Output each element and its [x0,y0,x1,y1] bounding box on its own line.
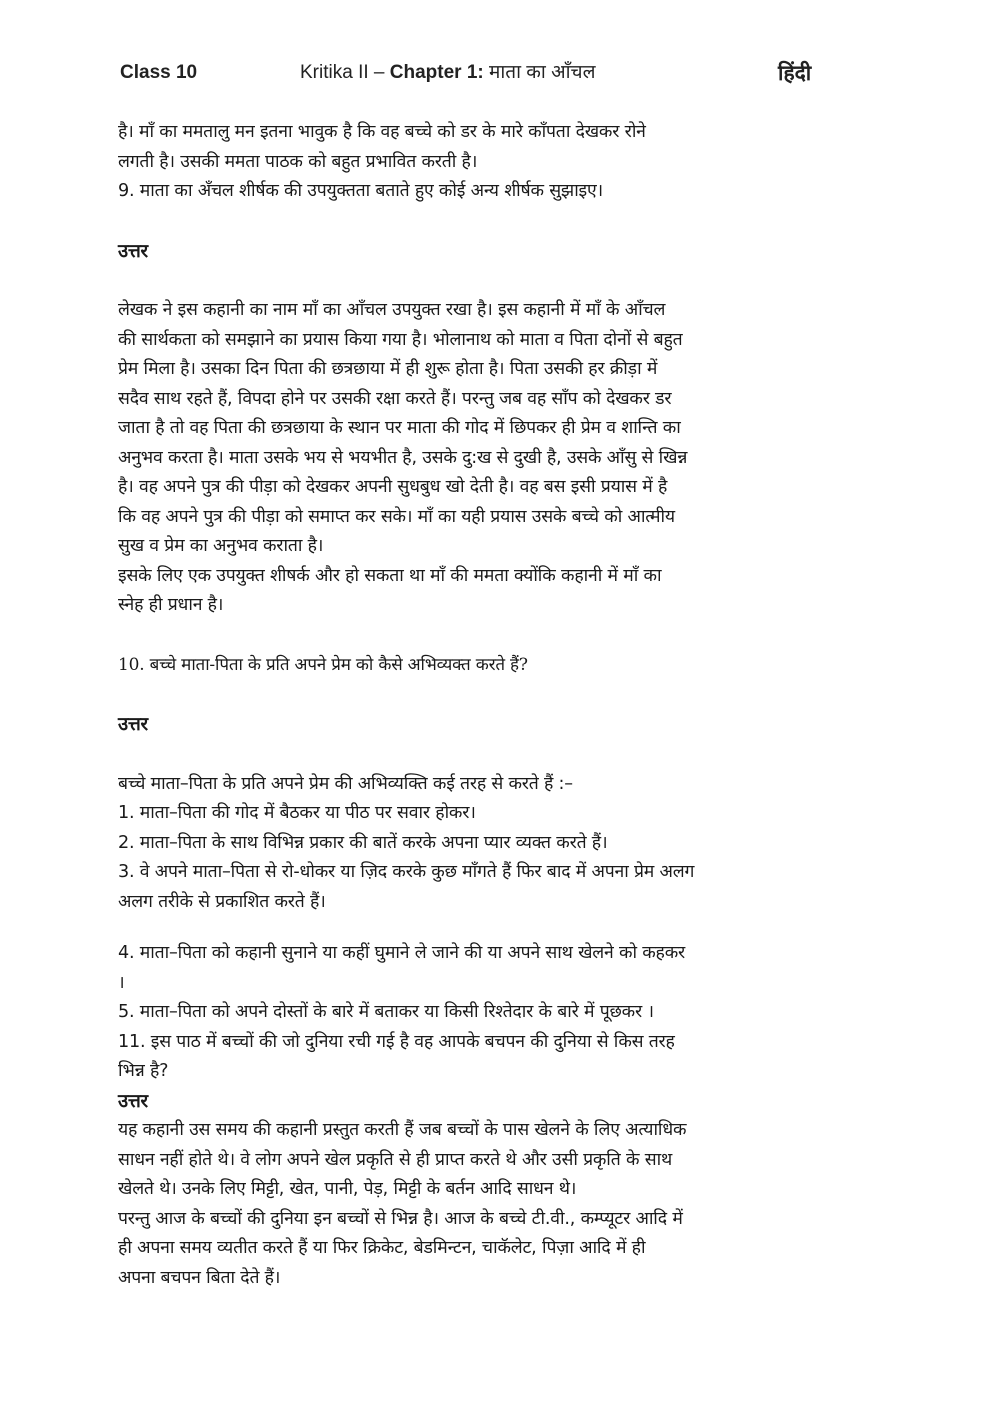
text-line: है। माँ का ममतालु मन इतना भावुक है कि वह बच्चे को डर के मारे काँपता देखकर रोने [118,122,646,142]
subject-label: हिंदी [778,61,812,85]
text-line: सुख व प्रेम का अनुभव कराता है। [118,536,324,556]
text-line: लगती है। उसकी ममता पाठक को बहुत प्रभावित करती है। [118,151,478,172]
text-line: कि वह अपने पुत्र की पीड़ा को समाप्त कर सके। माँ का यही प्रयास उसके बच्चे को आत्मीय [118,506,675,527]
text-line: की सार्थकता को समझाने का प्रयास किया गया है। भोलानाथ को माता व पिता दोनों से बहुत [118,329,683,350]
text-line: अलग तरीके से प्रकाशित करते हैं। [118,891,326,912]
text-line: । [118,972,125,993]
text-line: स्नेह ही प्रधान है। [118,595,224,615]
text-line: साधन नहीं होते थे। वे लोग अपने खेल प्रकृति से ही प्राप्त करते थे और उसी प्रकृति के साथ [118,1149,672,1170]
class-label: Class 10 [120,62,198,83]
text-line: इसके लिए एक उपयुक्त शीषर्क और हो सकता था माँ की ममता क्योंकि कहानी में माँ का [118,565,662,586]
chapter-name: माता का आँचल [483,62,596,83]
list-item: 3. वे अपने माता–पिता से रो-धोकर या ज़िद करके कुछ माँगते हैं फिर बाद में अपना प्रेम अलग [118,862,695,882]
answer-heading: उत्तर [118,1090,148,1112]
question-9: 9. माता का अँचल शीर्षक की उपयुक्तता बताते हुए कोई अन्य शीर्षक सुझाइए। [118,181,603,201]
document-body [118,118,898,1293]
chapter-title [300,58,595,88]
text-line: प्रेम मिला है। उसका दिन पिता की छत्रछाया में ही शुरू होता है। पिता उसकी हर क्रीड़ा में [118,359,658,379]
text-line: यह कहानी उस समय की कहानी प्रस्तुत करती हैं जब बच्चों के पास खेलने के लिए अत्याधिक [118,1120,687,1140]
text-line: है। वह अपने पुत्र की पीड़ा को देखकर अपनी सुधबुध खो देती है। वह बस इसी प्रयास में है [118,477,668,497]
list-item: 4. माता–पिता को कहानी सुनाने या कहीं घुमाने ले जाने की या अपने साथ खेलने को कहकर [118,943,686,963]
text-line: अपना बचपन बिता देते हैं। [118,1267,281,1288]
question-10: 10. बच्चे माता-पिता के प्रति अपने प्रेम को कैसे अभिव्यक्त करते हैं? [118,654,528,675]
list-item: 1. माता–पिता की गोद में बैठकर या पीठ पर सवार होकर। [118,803,476,823]
answer-heading: उत्तर [118,714,148,735]
text-line: सदैव साथ रहते हैं, विपदा होने पर उसकी रक्षा करते हैं। परन्तु जब वह साँप को देखकर डर [118,388,672,409]
text-line: लेखक ने इस कहानी का नाम माँ का आँचल उपयुक्त रखा है। इस कहानी में माँ के आँचल [118,300,666,320]
text-line: अनुभव करता है। माता उसके भय से भयभीत है, उसके दु:ख से दुखी है, उसके आँसु से खिन्न [118,447,688,468]
text-line: जाता है तो वह पिता की छत्रछाया के स्थान पर माता की गोद में छिपकर ही प्रेम व शान्ति का [118,418,681,438]
text-line: परन्तु आज के बच्चों की दुनिया इन बच्चों से भिन्न है। आज के बच्चे टी.वी., कम्प्यूटर आदि में [118,1208,683,1229]
answer-heading: उत्तर [118,240,148,262]
question-11: 11. इस पाठ में बच्चों की जो दुनिया रची गई है वह आपके बचपन की दुनिया से किस तरह [118,1031,675,1052]
list-item: 2. माता–पिता के साथ विभिन्न प्रकार की बातें करके अपना प्यार व्यक्त करते हैं। [118,832,608,853]
text-line: भिन्न है? [118,1061,169,1081]
text-line: बच्चे माता–पिता के प्रति अपने प्रेम की अभिव्यक्ति कई तरह से करते हैं :– [118,773,573,794]
list-item: 5. माता–पिता को अपने दोस्तों के बारे में बताकर या किसी रिश्तेदार के बारे में पूछकर । [118,1002,654,1022]
text-line: ही अपना समय व्यतीत करते हैं या फिर क्रिकेट, बेडमिन्टन, चाकॅलेट, पिज़ा आदि में ही [118,1238,646,1258]
text-line: खेलते थे। उनके लिए मिट्टी, खेत, पानी, पेड़, मिट्टी के बर्तन आदि साधन थे। [118,1179,577,1199]
chapter-number: Chapter 1: [389,62,484,83]
book-name: Kritika II – [300,62,390,83]
